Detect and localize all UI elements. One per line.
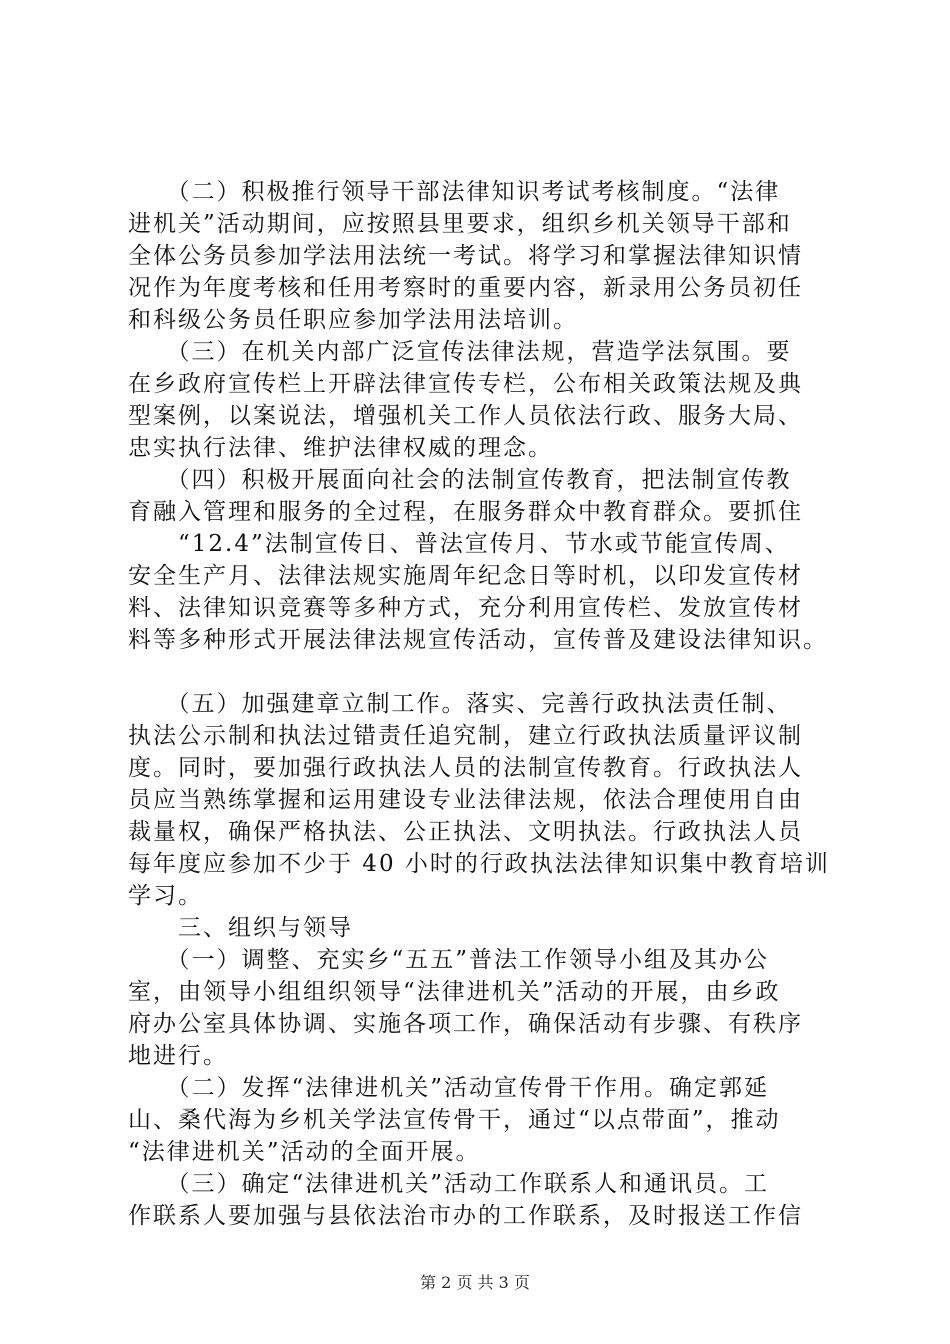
text-line: 山、桑代海为乡机关学法宣传骨干，通过“以点带面”，推动 [128, 1107, 781, 1133]
document-body [128, 176, 848, 1232]
text-line: （四）积极开展面向社会的法制宣传教育，把法制宣传教 [128, 467, 792, 493]
text-line: 料、法律知识竞赛等多种方式，充分利用宣传栏、发放宣传材 [128, 595, 803, 621]
text-line: 料等多种形式开展法律法规宣传活动，宣传普及建设法律知识。 [128, 627, 828, 653]
text-line: 裁量权，确保严格执法、公正执法、文明执法。行政执法人员 [128, 819, 803, 845]
text-line: 安全生产月、法律法规实施周年纪念日等时机，以印发宣传材 [128, 563, 803, 589]
text-line: （二）积极推行领导干部法律知识考试考核制度。“法律 [128, 179, 781, 205]
text-line: 进机关”活动期间，应按照县里要求，组织乡机关领导干部和 [128, 211, 792, 237]
text-line: “12.4”法制宣传日、普法宣传月、节水或节能宣传周、 [128, 531, 790, 557]
text-line: 育融入管理和服务的全过程，在服务群众中教育群众。要抓住 [128, 499, 803, 525]
text-line: 况作为年度考核和任用考察时的重要内容，新录用公务员初任 [128, 275, 803, 301]
text-line: （三）在机关内部广泛宣传法律法规，营造学法氛围。要 [128, 339, 792, 365]
text-line: 和科级公务员任职应参加学法用法培训。 [128, 307, 578, 333]
text-line: 执法公示制和执法过错责任追究制，建立行政执法质量评议制 [128, 723, 803, 749]
text-line: 府办公室具体协调、实施各项工作，确保活动有步骤、有秩序 [128, 1011, 803, 1037]
text-line: 忠实执行法律、维护法律权威的理念。 [128, 435, 553, 461]
text-line: 全体公务员参加学法用法统一考试。将学习和掌握法律知识情 [128, 243, 803, 269]
text-line: 室，由领导小组组织领导“法律进机关”活动的开展，由乡政 [128, 979, 781, 1005]
text-line: 型案例，以案说法，增强机关工作人员依法行政、服务大局、 [128, 403, 803, 429]
text-line: （三）确定“法律进机关”活动工作联系人和通讯员。工 [128, 1171, 770, 1197]
page-number-footer: 第 2 页 共 3 页 [420, 1273, 530, 1292]
text-line: “法律进机关”活动的全面开展。 [128, 1139, 481, 1165]
text-line: （五）加强建章立制工作。落实、完善行政执法责任制、 [128, 691, 792, 717]
text-line: 员应当熟练掌握和运用建设专业法律法规，依法合理使用自由 [128, 787, 803, 813]
text-line: （二）发挥“法律进机关”活动宣传骨干作用。确定郭延 [128, 1075, 770, 1101]
paragraph-gap [128, 656, 848, 688]
text-line: （一）调整、充实乡“五五”普法工作领导小组及其办公 [128, 947, 770, 973]
text-line: 每年度应参加不少于 40 小时的行政执法法律知识集中教育培训 [128, 851, 830, 877]
text-line: 度。同时，要加强行政执法人员的法制宣传教育。行政执法人 [128, 755, 803, 781]
section-heading: 三、组织与领导 [128, 915, 353, 941]
text-line: 在乡政府宣传栏上开辟法律宣传专栏，公布相关政策法规及典 [128, 371, 803, 397]
text-line: 地进行。 [128, 1043, 228, 1069]
text-line: 作联系人要加强与县依法治市办的工作联系，及时报送工作信 [128, 1203, 803, 1229]
text-line: 学习。 [128, 883, 203, 909]
